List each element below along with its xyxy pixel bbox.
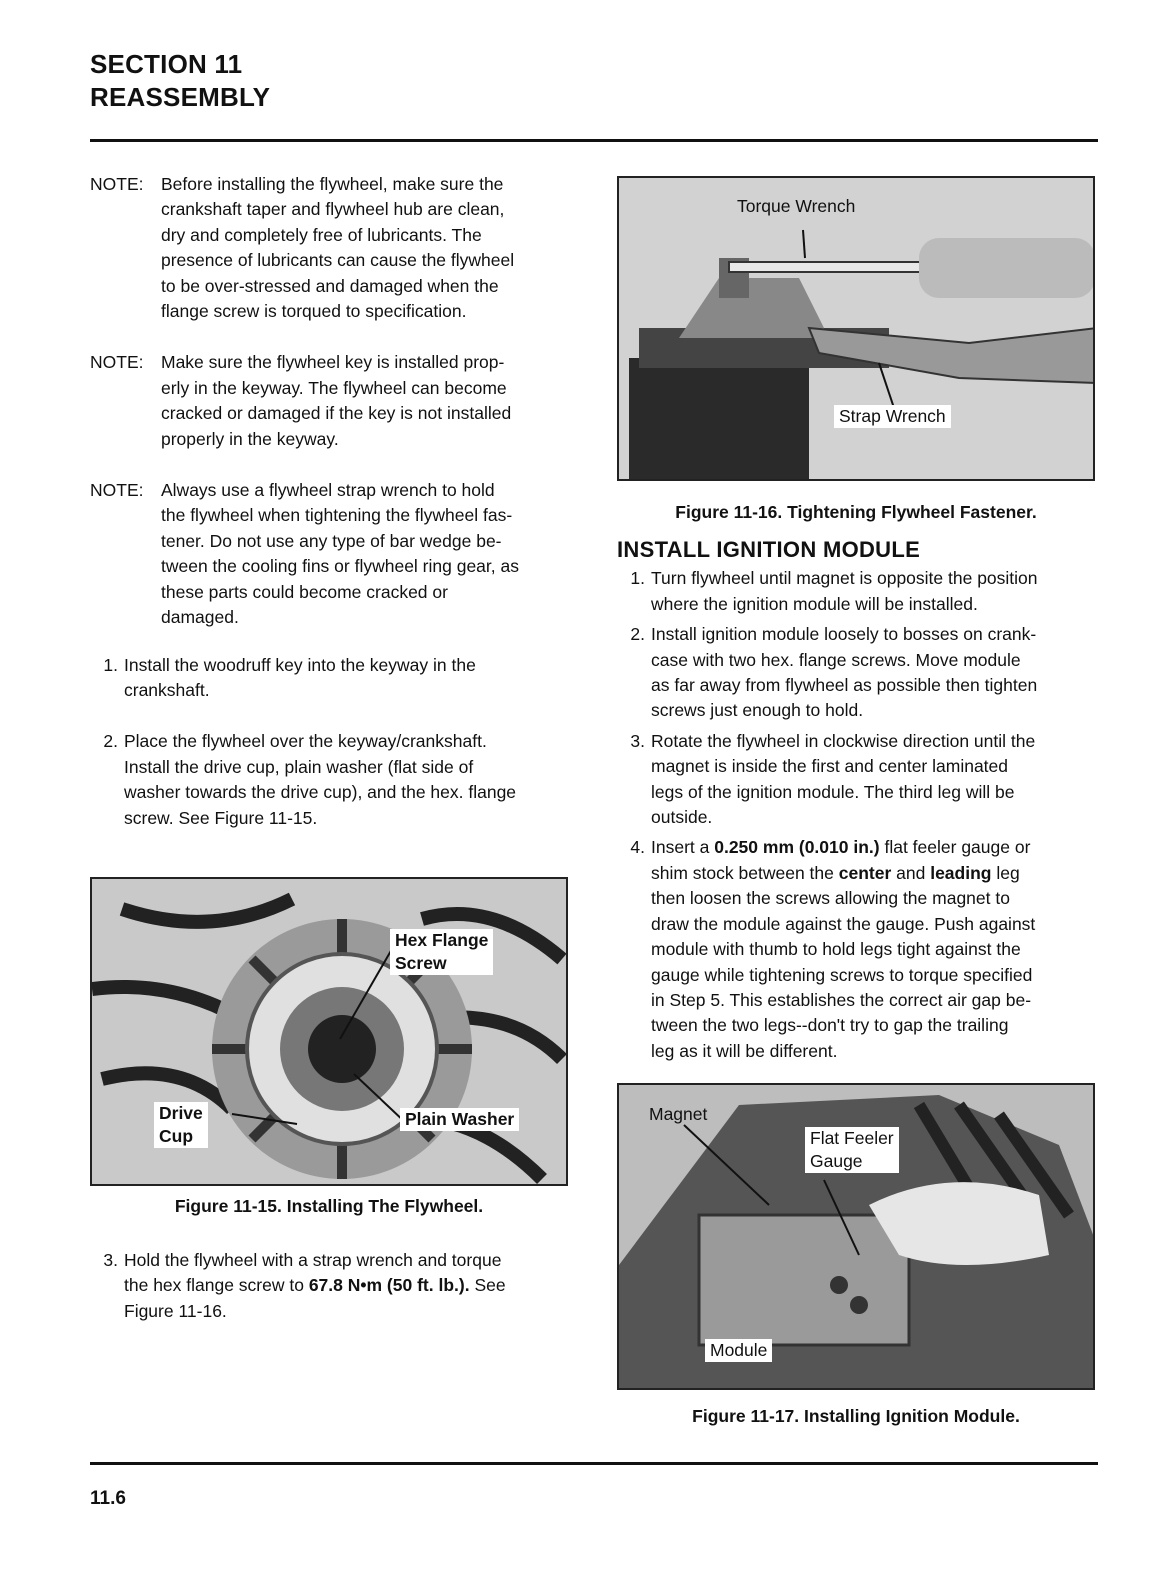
torque-spec: 67.8 N•m (50 ft. lb.). <box>308 1275 470 1296</box>
text-line: Place the flywheel over the keyway/crankshaft. <box>124 731 487 752</box>
left-column <box>90 172 580 831</box>
text-line: Turn flywheel until magnet is opposite the position <box>651 568 1038 589</box>
text-line: erly in the keyway. The flywheel can become <box>161 377 507 398</box>
text-line: tween the two legs--don't try to gap the trailing <box>651 1015 1009 1036</box>
text-line: legs of the ignition module. The third leg will be <box>651 781 1015 802</box>
text-line: Make sure the flywheel key is installed prop- <box>161 352 505 373</box>
step-4-text: Insert a <box>651 837 715 858</box>
drive-cup-label: Drive Cup <box>154 1102 208 1148</box>
step-number: 2. <box>103 731 118 752</box>
top-rule <box>90 139 1098 142</box>
text-line: where the ignition module will be installed. <box>651 593 978 614</box>
note-text <box>161 350 580 452</box>
step-number: 1. <box>103 654 118 675</box>
step <box>90 729 580 831</box>
step <box>617 729 1102 831</box>
figure-11-17-caption: Figure 11-17. Installing Ignition Module. <box>692 1406 1020 1426</box>
text-line: washer towards the drive cup), and the hex. flange <box>124 782 517 803</box>
text-line: dry and completely free of lubricants. The <box>161 224 482 245</box>
torque-wrench-label: Torque Wrench <box>737 196 856 216</box>
text-line: screw. See Figure 11-15. <box>124 807 318 828</box>
text-line: damaged. <box>161 607 239 628</box>
step-number: 3. <box>103 1250 118 1270</box>
figure-11-15-caption: Figure 11-15. Installing The Flywheel. <box>174 1196 484 1216</box>
step-text <box>651 566 1102 617</box>
text-line: Before installing the flywheel, make sure the <box>161 174 504 194</box>
note-label: NOTE: <box>90 174 144 194</box>
text-line: leg as it will be different. <box>651 1040 838 1061</box>
step-number: 2. <box>630 624 645 645</box>
text-line: Rotate the flywheel in clockwise direction until the <box>651 730 1036 751</box>
text-line: outside. <box>651 807 713 828</box>
step-3-line-2 <box>124 1273 580 1298</box>
figure-11-16-photo <box>617 176 1095 481</box>
text-line: cracked or damaged if the key is not installed <box>161 403 512 424</box>
text-line: case with two hex. flange screws. Move module <box>651 649 1021 670</box>
text-line: magnet is inside the first and center laminated <box>651 756 1008 777</box>
note-label: NOTE: <box>90 352 144 373</box>
step-4-text: flat feeler gauge or <box>879 837 1031 858</box>
module-label: Module <box>705 1339 772 1362</box>
text-line: the flywheel when tightening the flywheel fas- <box>161 505 513 526</box>
text-line: Install the woodruff key into the keyway in the <box>124 654 476 675</box>
note <box>90 478 580 630</box>
strap-wrench-label: Strap Wrench <box>834 405 951 428</box>
text-line: presence of lubricants can cause the flywheel <box>161 250 515 271</box>
text-line: properly in the keyway. <box>161 428 339 449</box>
text-line: Install ignition module loosely to bosses on crank- <box>651 624 1037 645</box>
step-text <box>651 622 1102 724</box>
section-heading <box>90 48 270 114</box>
text-line: draw the module against the gauge. Push against <box>651 913 1036 934</box>
flat-feeler-gauge-label: Flat Feeler Gauge <box>805 1127 899 1173</box>
text-line: flange screw is torqued to specification. <box>161 301 467 322</box>
figure-11-17-photo <box>617 1083 1095 1390</box>
text-line: tener. Do not use any type of bar wedge be- <box>161 530 502 551</box>
left-step-3 <box>90 1248 580 1324</box>
text-line: Always use a flywheel strap wrench to hold <box>161 480 495 501</box>
hex-flange-screw-label: Hex Flange Screw <box>390 929 493 975</box>
note <box>90 350 580 452</box>
install-ignition-heading: INSTALL IGNITION MODULE <box>617 537 921 562</box>
step-3-line-3: Figure 11-16. <box>124 1300 227 1321</box>
step-text <box>124 653 580 704</box>
step-4 <box>617 835 1102 1064</box>
text-line: to be over-stressed and damaged when the <box>161 275 499 296</box>
step-number: 4. <box>630 837 645 858</box>
step-number: 1. <box>630 568 645 589</box>
section-number: SECTION 11 <box>90 49 243 79</box>
text-line: screws just enough to hold. <box>651 700 864 721</box>
step-text <box>651 729 1102 831</box>
page-number: 11.6 <box>90 1488 126 1509</box>
step <box>90 653 580 704</box>
step-4-text: leg <box>991 862 1020 883</box>
text-line: then loosen the screws allowing the magnet to <box>651 888 1010 909</box>
gap-spec: 0.250 mm (0.010 in.) <box>714 837 880 858</box>
step <box>617 622 1102 724</box>
step-text <box>124 729 580 831</box>
text-line: in Step 5. This establishes the correct air gap be- <box>651 989 1032 1010</box>
right-steps <box>617 566 1102 830</box>
step-3-line-1: Hold the flywheel with a strap wrench and torque <box>124 1250 502 1270</box>
leading-emphasis: leading <box>930 862 992 883</box>
step-number: 3. <box>630 730 645 751</box>
step-3-text: the hex flange screw to <box>124 1275 309 1296</box>
figure-11-16-caption: Figure 11-16. Tightening Flywheel Fastener. <box>675 502 1037 522</box>
note-label: NOTE: <box>90 480 144 501</box>
text-line: crankshaft taper and flywheel hub are clean, <box>161 199 505 220</box>
step-3-text: See <box>469 1275 506 1296</box>
center-emphasis: center <box>838 862 892 883</box>
text-line: crankshaft. <box>124 679 210 700</box>
step <box>617 566 1102 617</box>
text-line: tween the cooling fins or flywheel ring gear, as <box>161 556 519 577</box>
plain-washer-label: Plain Washer <box>400 1108 519 1131</box>
text-line: as far away from flywheel as possible then tighten <box>651 675 1038 696</box>
magnet-label: Magnet <box>649 1104 708 1124</box>
note-text <box>161 478 580 630</box>
note <box>90 172 580 324</box>
text-line: these parts could become cracked or <box>161 581 448 602</box>
section-title: REASSEMBLY <box>90 82 271 112</box>
note-text <box>161 172 580 324</box>
bottom-rule <box>90 1462 1098 1465</box>
right-column <box>617 533 1102 1064</box>
step-4-line-2 <box>651 861 1102 886</box>
step-4-text: and <box>891 862 931 883</box>
notes <box>90 172 580 631</box>
step-4-text: shim stock between the <box>651 862 839 883</box>
text-line: module with thumb to hold legs tight against the <box>651 939 1021 960</box>
left-steps <box>90 653 580 831</box>
figure-11-15-photo <box>90 877 568 1186</box>
text-line: gauge while tightening screws to torque specified <box>651 964 1033 985</box>
text-line: Install the drive cup, plain washer (flat side of <box>124 756 474 777</box>
step-4-line-1 <box>651 835 1102 860</box>
